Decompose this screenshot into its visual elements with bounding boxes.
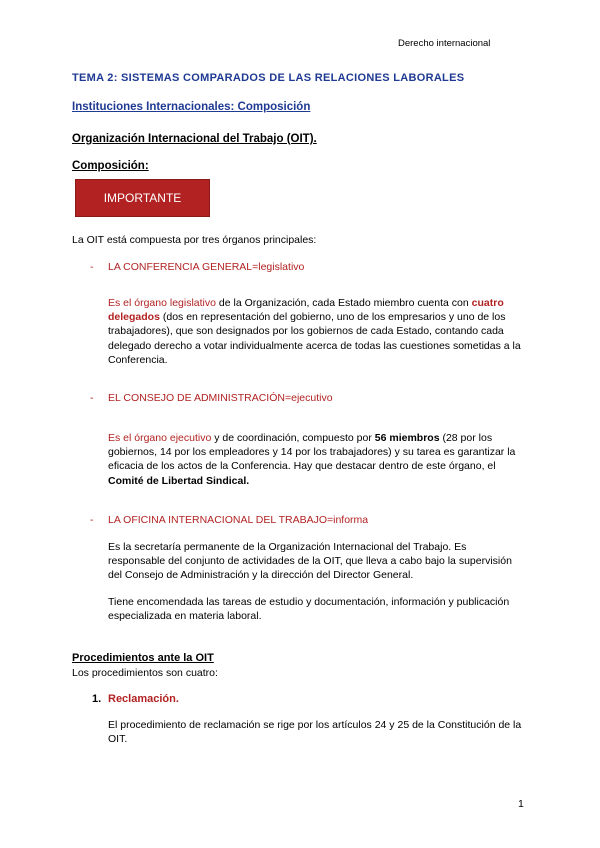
organ-title-oficina: LA OFICINA INTERNACIONAL DEL TRABAJO=informa xyxy=(108,514,369,526)
conferencia-bold: cuatro delegados xyxy=(108,297,504,324)
organ-title-conferencia: LA CONFERENCIA GENERAL=legislativo xyxy=(108,261,305,273)
consejo-text-1: y de coordinación, compuesto por xyxy=(211,432,375,444)
consejo-bold-2: Comité de Libertad Sindical. xyxy=(108,474,250,487)
bullet-dash: - xyxy=(90,514,94,526)
bullet-dash: - xyxy=(90,392,94,404)
consejo-bold-1: 56 miembros xyxy=(374,432,440,444)
consejo-lead: Es el órgano ejecutivo xyxy=(108,432,212,444)
consejo-paragraph xyxy=(108,431,523,488)
conferencia-text-2: (dos en representación del gobierno, uno de los empresarios y uno de los trabajadores), que son designados por los gobiernos de cada Estado, contando cada delegado derecho a votar individualmente acerca de todas las cuestiones sometidas a la Conferencia. xyxy=(108,311,521,366)
reclamacion-text: El procedimiento de reclamación se rige por los artículos 24 y 25 de la Constitución de la OIT. xyxy=(108,719,522,746)
bullet-dash: - xyxy=(90,261,94,273)
reclamacion-title: Reclamación. xyxy=(108,693,179,705)
important-banner: IMPORTANTE xyxy=(75,179,210,217)
conferencia-text-1: de la Organización, cada Estado miembro cuenta con xyxy=(215,297,472,309)
list-number: 1. xyxy=(92,693,102,705)
procedimientos-title: Procedimientos ante la OIT xyxy=(72,652,214,664)
consejo-text-2: (28 por los gobiernos, 14 por los empleadores y 14 por los trabajadores) y su tarea es garantizar la eficacia de los actos de la Conferencia. Hay que destacar dentro de este órgano, el xyxy=(108,432,516,473)
conferencia-paragraph xyxy=(108,296,523,367)
tema-title: TEMA 2: SISTEMAS COMPARADOS DE LAS RELACIONES LABORALES xyxy=(72,72,465,84)
oit-title: Organización Internacional del Trabajo (OIT). xyxy=(72,133,317,145)
page-number: 1 xyxy=(518,798,524,810)
header-subject: Derecho internacional xyxy=(398,38,491,49)
oficina-paragraph-2: Tiene encomendada las tareas de estudio y documentación, información y publicación especializada en materia laboral. xyxy=(108,596,510,623)
section-heading-instituciones: Instituciones Internacionales: Composición xyxy=(72,101,311,113)
composicion-title: Composición: xyxy=(72,160,149,172)
oficina-paragraph-1: Es la secretaría permanente de la Organización Internacional del Trabajo. Es responsable del conjunto de actividades de la OIT, que lleva a cabo bajo la supervisión del Consejo de Administración y la dirección del Director General. xyxy=(108,541,512,582)
organ-title-consejo: EL CONSEJO DE ADMINISTRACIÓN=ejecutivo xyxy=(108,392,333,404)
procedimientos-subtitle: Los procedimientos son cuatro: xyxy=(72,667,218,679)
intro-text: La OIT está compuesta por tres órganos principales: xyxy=(72,234,317,246)
conferencia-lead: Es el órgano legislativo xyxy=(108,297,216,309)
